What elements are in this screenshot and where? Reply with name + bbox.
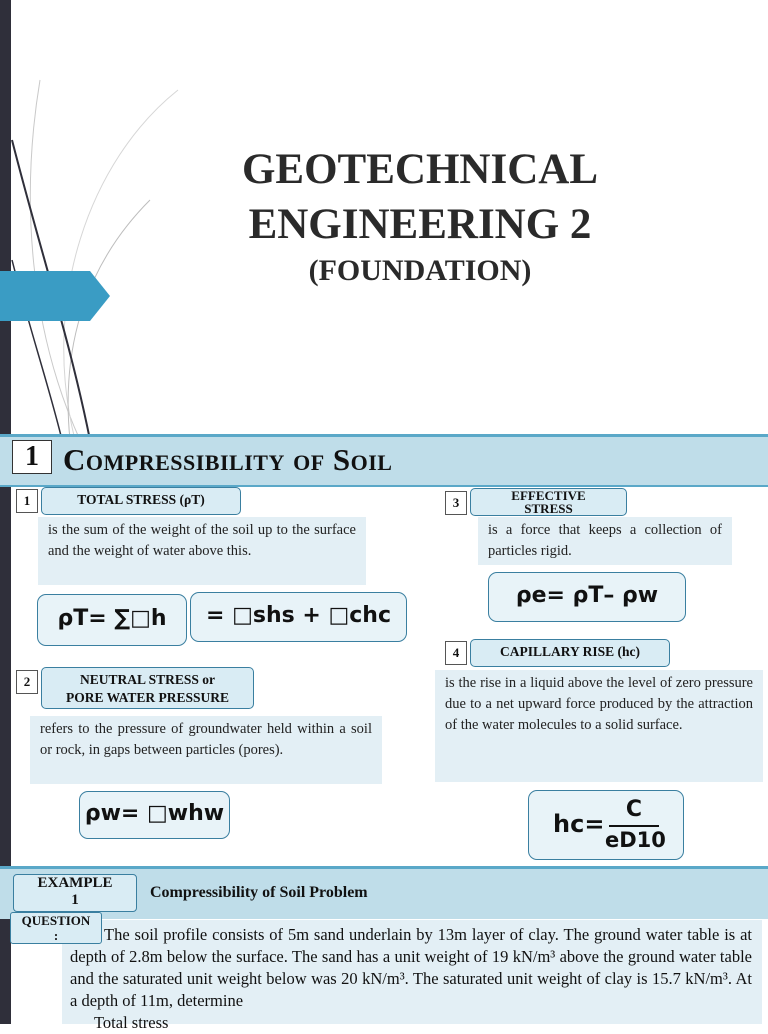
question-label-line2: : xyxy=(53,928,59,943)
total-stress-description: is the sum of the weight of the soil up to the surface and the weight of water above this. xyxy=(38,517,366,585)
example-label xyxy=(13,874,137,912)
page-title-line1: GEOTECHNICAL xyxy=(241,146,598,193)
capillary-formula-lhs: hc= xyxy=(553,810,605,838)
accent-arrow-shape xyxy=(0,271,112,321)
neutral-stress-label-line1: NEUTRAL STRESS or xyxy=(79,672,216,687)
total-stress-label: TOTAL STRESS (ρT) xyxy=(41,487,241,515)
question-subitem: Total stress xyxy=(94,1013,169,1032)
example-label-line1: EXAMPLE xyxy=(37,875,113,891)
item-1-number: 1 xyxy=(16,489,38,513)
item-2-number: 2 xyxy=(16,670,38,694)
item-4-number: 4 xyxy=(445,641,467,665)
effective-stress-label-line2: STRESS xyxy=(524,501,573,516)
page-subtitle: (FOUNDATION) xyxy=(308,254,532,287)
question-body: The soil profile consists of 5m sand underlain by 13m layer of clay. The ground water table is at depth of 2.8m below the surface. The sand has a unit weight of 19 kN/m³ above the ground water table and the saturated unit weight below was 20 kN/m³. The saturated unit weight of clay is 15.7 kN/m³. At a depth of 11m, determine xyxy=(70,925,752,1010)
effective-stress-description: is a force that keeps a collection of particles rigid. xyxy=(478,517,732,565)
example-label-line2: 1 xyxy=(71,892,79,908)
pore-water-formula: ρw= □whw xyxy=(79,791,230,839)
capillary-rise-label: CAPILLARY RISE (hc) xyxy=(470,639,670,667)
capillary-formula-denominator: eD10 xyxy=(605,828,666,852)
neutral-stress-description: refers to the pressure of groundwater held within a soil or rock, in gaps between particles (pores). xyxy=(30,716,382,784)
capillary-rise-formula xyxy=(528,790,684,860)
neutral-stress-label xyxy=(41,667,254,709)
question-label-line1: QUESTION xyxy=(21,913,91,928)
effective-stress-label xyxy=(470,488,627,516)
section-title: Compressibility of Soil xyxy=(63,442,393,477)
effective-stress-formula: ρe= ρT– ρw xyxy=(488,572,686,622)
total-stress-formula-sum: ρT= ∑□h xyxy=(37,594,187,646)
question-text xyxy=(70,924,752,1034)
total-stress-formula-expanded: = □shs + □chc xyxy=(190,592,407,642)
item-3-number: 3 xyxy=(445,491,467,515)
fraction-bar xyxy=(609,825,659,827)
neutral-stress-label-line2: PORE WATER PRESSURE xyxy=(65,690,230,705)
page-title-line2: ENGINEERING 2 xyxy=(248,201,592,248)
capillary-rise-description: is the rise in a liquid above the level of zero pressure due to a net upward force produced by the attraction of the water molecules to a solid surface. xyxy=(435,670,763,782)
decorative-curves xyxy=(0,0,200,440)
effective-stress-label-line1: EFFECTIVE xyxy=(511,488,586,503)
section-number: 1 xyxy=(12,440,52,474)
example-title: Compressibility of Soil Problem xyxy=(150,884,368,901)
capillary-formula-numerator: C xyxy=(625,797,643,822)
